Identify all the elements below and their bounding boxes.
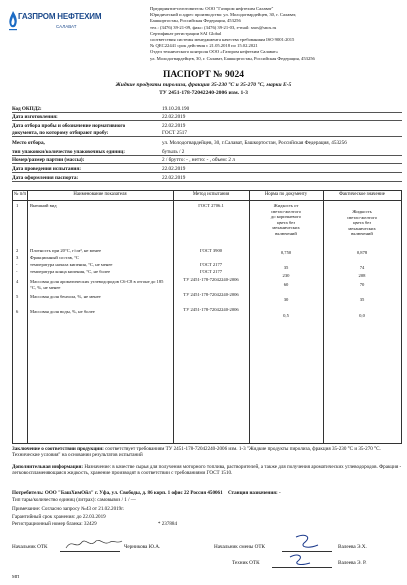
header-method: Метод испытания xyxy=(192,192,230,197)
stamp-number: * 237884 xyxy=(157,521,178,527)
row-name: Внешний вид xyxy=(30,203,57,208)
field-label: Дата оформления паспорта: xyxy=(12,175,79,181)
header-norm: Норма по документу xyxy=(264,192,308,197)
signature-right-icon xyxy=(286,552,316,570)
actual-line: включений xyxy=(351,231,373,237)
product-name: Жидкие продукты пиролиза, фракция 35-230 °С и 35-270 °С, марки Е-5 xyxy=(115,82,292,88)
field-value: ул. Молодогвардейцев, 30, г.Салават, Башкортостан, Российская Федерация, 453256 xyxy=(162,140,347,146)
field-packaging xyxy=(12,149,402,156)
field-sample-doc xyxy=(12,130,402,137)
actual-line: механических xyxy=(348,225,376,231)
field-sample-place xyxy=(12,140,402,147)
header-name: Наименование показателя xyxy=(73,192,127,197)
field-label: Номер/размер партии (массы): xyxy=(12,157,85,163)
consumer-label: Потребитель: xyxy=(12,490,44,496)
note: Примечание: Согласно запросу №43 от 21.02.2019г. xyxy=(12,506,124,512)
row-norm xyxy=(249,203,323,237)
row-method: ТУ 2451-178-72042240-2006 xyxy=(183,292,239,297)
field-value: 22.02.2019 xyxy=(162,166,186,172)
norm-line: до коричневого xyxy=(270,214,302,220)
field-label: Дата отбора пробы и обозначение нормативного xyxy=(12,123,126,129)
row-num: - xyxy=(16,269,18,274)
field-sample-date xyxy=(12,123,402,130)
left-name: Черникова Ю.А. xyxy=(124,544,161,550)
conclusion-label: Заключение о соответствии продукции: xyxy=(12,446,104,452)
row-norm: 230 xyxy=(282,273,290,278)
actual-line: цвета без xyxy=(352,220,372,226)
sub-name: Валеева Э.Х. xyxy=(338,544,367,550)
field-value: 22.02.2019 xyxy=(162,114,186,120)
actual-line: Жидкость xyxy=(352,209,372,214)
row-num: 6 xyxy=(16,309,19,314)
row-name: Массовая доля воды, %, не более xyxy=(30,309,95,314)
row-norm: 35 xyxy=(283,265,289,270)
field-manufacture-date xyxy=(12,114,402,121)
left-role: Начальник ОТК xyxy=(12,544,48,550)
consumer-text: ООО "БашХимОйл" г. Уфа, ул. Свободы, д. 86 корп. 1 офис 22 Россия 450061 xyxy=(44,490,223,496)
company-line: Предприятие-изготовитель: ООО "Газпром нефтехим Салават" xyxy=(150,6,274,11)
row-num: - xyxy=(16,262,18,267)
extra-info xyxy=(12,464,402,476)
warranty: Гарантийный срок хранения: до 22.03.2019 xyxy=(12,514,106,520)
row-actual: 35 xyxy=(359,297,365,302)
row-name: Массовая доля бензола, %, не менее xyxy=(30,294,101,299)
row-name: Фракционный состав, °С xyxy=(30,255,79,260)
row-actual: 0,878 xyxy=(356,250,368,255)
norm-line: механических xyxy=(272,225,300,231)
row-num: 3 xyxy=(16,255,19,260)
logo-name: ГАЗПРОМ НЕФТЕХИМ xyxy=(18,12,102,21)
sub-role: Начальник смены ОТК xyxy=(214,544,265,550)
signature-sub-icon xyxy=(292,533,322,553)
row-name: Массовая доля ароматических углеводородов С6-С8 в отгоне до 185 °С, %, не менее xyxy=(30,279,164,290)
field-issue-date xyxy=(12,175,402,182)
reg-number xyxy=(12,521,402,527)
row-norm: 0,750 xyxy=(280,250,292,255)
company-line: Юридический и адрес производства: ул. Молодогвардейцев, 30, г. Салават, xyxy=(150,12,297,18)
field-value: 2 / брутто: - , нетто: - , объем: 2 л xyxy=(162,157,235,163)
company-info xyxy=(150,6,405,62)
row-name: температура начала кипения, °С, не менее xyxy=(30,262,113,267)
field-value: ГОСТ 2517 xyxy=(162,130,187,136)
row-method: ТУ 2451-178-72042240-2006 xyxy=(183,277,239,282)
header-actual: Фактическое значение xyxy=(339,192,385,197)
row-norm: 60 xyxy=(283,282,289,287)
reg-text: Регистрационный номер бланка: 32429 xyxy=(12,521,97,527)
field-test-date xyxy=(12,166,402,173)
norm-line: цвета без xyxy=(276,219,296,225)
company-line: № QEC22441 срок действия с 21.05.2018 по 15.02.2021 xyxy=(150,43,258,49)
right-name: Валеева Э. Р. xyxy=(338,560,367,566)
extra-text: Назначение: в качестве сырья для получения моторного топлива, растворителей, а также для получения ароматических углеводородов. Фракция - легковоспламеняющаяся жидкость, хранение производят в соответствии с требованиями ГОСТ 1510. xyxy=(12,464,402,476)
norm-line: включений xyxy=(275,230,297,236)
field-label: Место отбора, xyxy=(12,140,45,146)
norm-line: Жидкость от xyxy=(273,203,299,208)
row-num: 5 xyxy=(16,294,19,299)
field-label: тип упаковки/количество упаковочных единиц: xyxy=(12,149,125,155)
row-norm: 30 xyxy=(283,297,289,302)
field-label: Код ОКПД2: xyxy=(12,106,42,112)
company-line: тел.: (3476) 39-21-09, факс: (3476) 39-21-03, e-mail: snos@snos.ru xyxy=(150,24,277,30)
row-method: ГОСТ 2706.1 xyxy=(198,203,224,208)
field-value: 22.02.2019 xyxy=(162,123,186,129)
company-line: Отдел технического контроля ООО «Газпром нефтехим Салават» xyxy=(150,49,279,55)
company-line: ул. Молодогвардейцев, 30, г. Салават, Башкортостан, Российская Федерация, 453256 xyxy=(150,55,315,61)
conclusion xyxy=(12,446,402,458)
field-label: Дата проведения испытания: xyxy=(12,166,81,172)
actual-line: светло-желтого xyxy=(347,214,377,220)
field-batch xyxy=(12,157,402,164)
tu-code: ТУ 2451-178-72042240-2006 изм. 1-3 xyxy=(159,90,248,96)
norm-line: светло-желтого xyxy=(271,208,301,214)
company-line: соответствия системы менеджмента качества требованиям ISO 9001:2015 xyxy=(150,37,295,43)
company-line: Сертификат регистрации SAI Global xyxy=(150,30,222,36)
row-name: температура конца кипения, °С, не более xyxy=(30,269,111,274)
field-label: Дата изготовления: xyxy=(12,114,58,120)
row-name: Плотность при 20°С, г/см³, не менее xyxy=(30,248,102,253)
conclusion-text: соответствует требованиям ТУ 2451-178-72042240-2006 изм. 1-3 "Жидкие продукты пиролиза, фракция 35-230 °С и 35-270 °С. Технические условия" на основании результатов испытаний xyxy=(12,446,381,458)
row-method: ГОСТ 2177 xyxy=(199,262,223,267)
field-okpd xyxy=(12,106,402,113)
row-actual: 74 xyxy=(359,265,365,270)
row-method: ГОСТ 2177 xyxy=(199,269,223,274)
row-actual: 208 xyxy=(358,273,366,278)
field-value: 22.02.2019 xyxy=(162,175,186,181)
extra-label: Дополнительная информация: xyxy=(12,464,84,470)
row-actual: 0,0 xyxy=(359,313,365,318)
row-norm: 0,5 xyxy=(283,313,289,318)
consumer xyxy=(12,490,402,496)
row-actual xyxy=(323,209,401,237)
station-label: Станция назначения: - xyxy=(227,490,281,496)
header-num: № п/п xyxy=(13,192,27,197)
right-role: Техник ОТК xyxy=(232,560,260,566)
field-label: документа, по которому отбирают пробу: xyxy=(12,130,109,136)
row-num: 4 xyxy=(16,279,19,284)
logo-subtitle: САЛАВАТ xyxy=(56,24,77,29)
passport-title: ПАСПОРТ № 9024 xyxy=(163,70,244,80)
field-value: бутыль / 2 xyxy=(162,149,185,155)
row-actual: 70 xyxy=(359,282,365,287)
field-value: 19.10.20.190 xyxy=(162,106,190,112)
company-logo xyxy=(6,10,102,36)
row-num: 2 xyxy=(16,248,19,253)
stamp-code: МП xyxy=(12,574,20,579)
row-num: 1 xyxy=(16,203,19,208)
row-method: ТУ 2451-178-72042240-2006 xyxy=(183,307,239,312)
results-table xyxy=(12,190,402,444)
signature-left-icon xyxy=(64,536,124,552)
row-method: ГОСТ 3900 xyxy=(199,248,223,253)
company-line: Башкортостан, Российская Федерация, 453256 xyxy=(150,18,241,24)
packing: Тип тары/количество единиц (литрах): самовывоз / 1 / — xyxy=(12,497,136,503)
